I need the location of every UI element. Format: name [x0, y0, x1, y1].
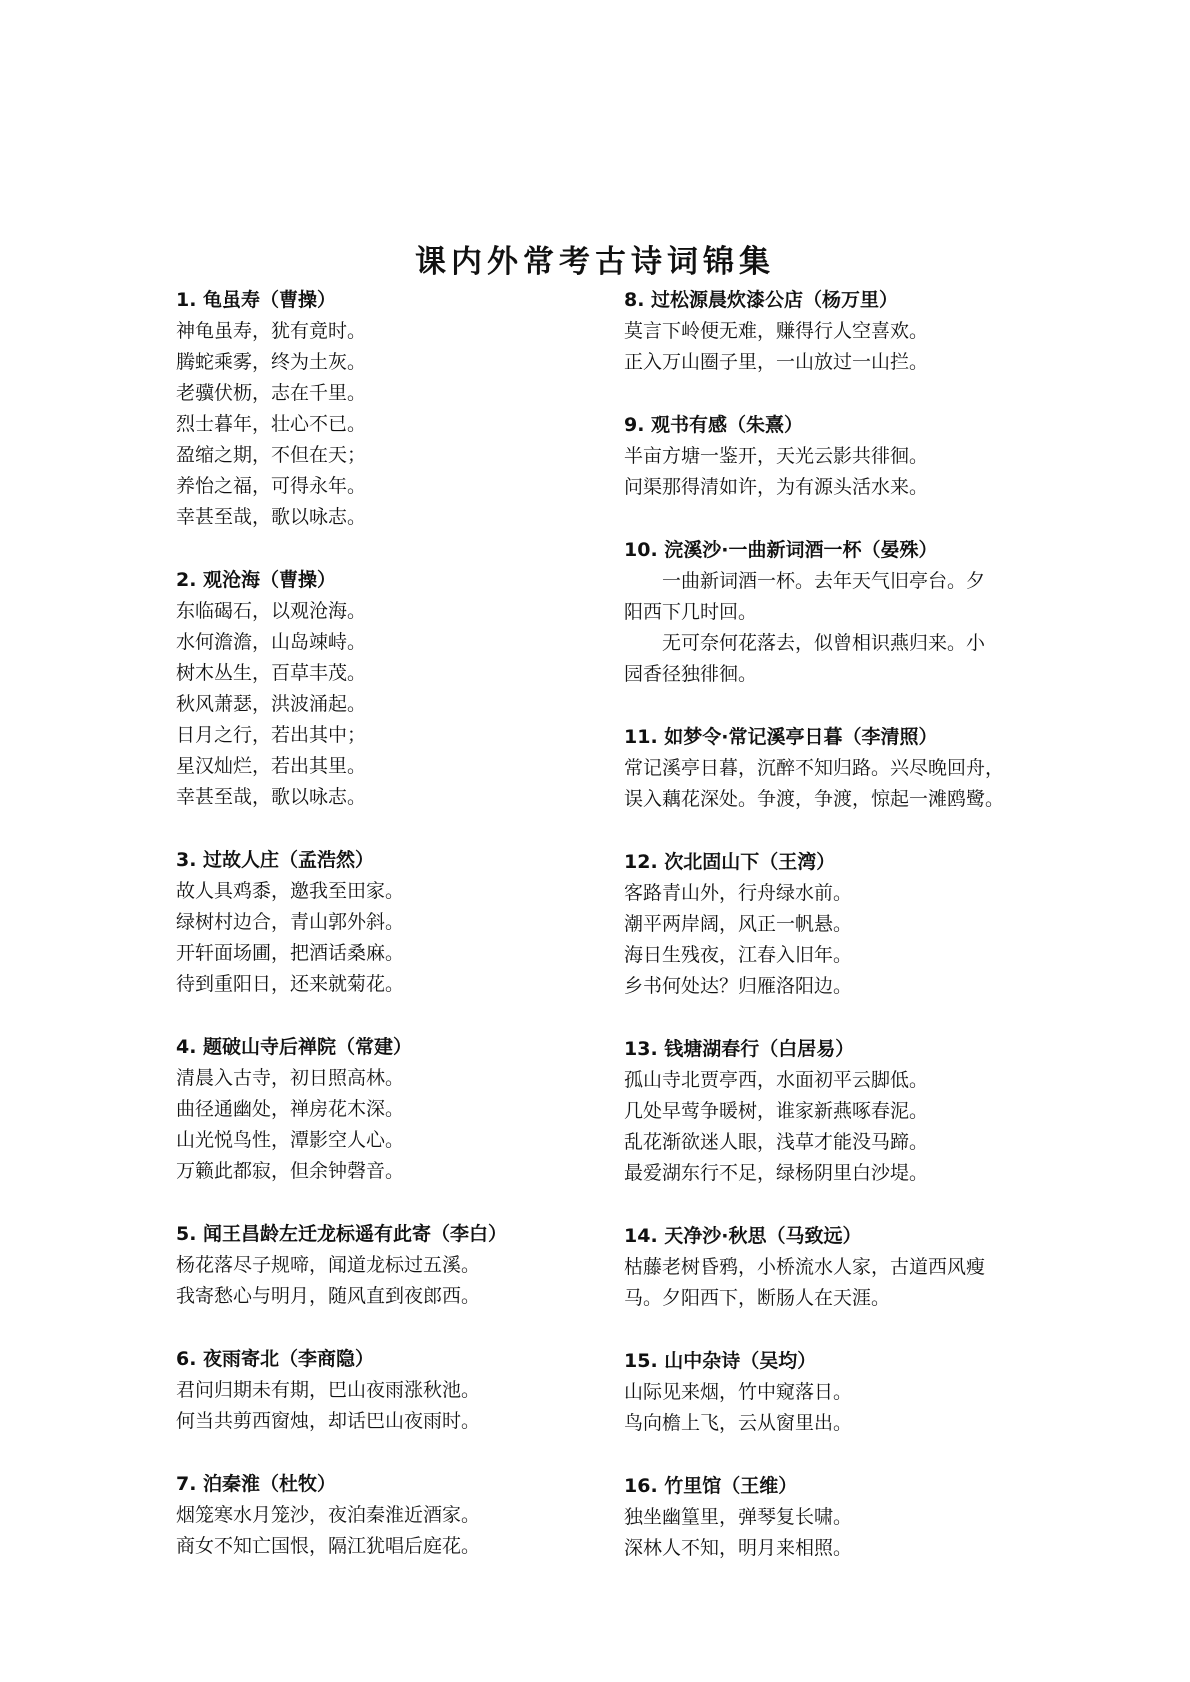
poem-block: [624, 722, 1044, 815]
poem-line: 水何澹澹，山岛竦峙。: [176, 631, 367, 653]
poem-block: [624, 1346, 1044, 1439]
poem-line: 半亩方塘一鉴开，天光云影共徘徊。: [624, 445, 929, 467]
poem-line: 独坐幽篁里，弹琴复长啸。: [624, 1506, 853, 1528]
poem-line: 正入万山圈子里，一山放过一山拦。: [624, 351, 929, 373]
poem-line: 曲径通幽处，禅房花木深。: [176, 1098, 405, 1120]
poem-line: 幸甚至哉，歌以咏志。: [176, 786, 367, 808]
poem-line: 杨花落尽子规啼，闻道龙标过五溪。: [176, 1254, 481, 1276]
poem-line: 潮平两岸阔，风正一帆悬。: [624, 913, 853, 935]
poem-line: 星汉灿烂，若出其里。: [176, 755, 367, 777]
right-column: [624, 285, 1044, 1596]
poem-line: 误入藕花深处。争渡，争渡，惊起一滩鸥鹭。: [624, 788, 1005, 810]
poem-block: [624, 410, 1044, 503]
poem-line: 腾蛇乘雾，终为土灰。: [176, 351, 367, 373]
poem-line: 树木丛生，百草丰茂。: [176, 662, 367, 684]
poem-block: [624, 535, 1044, 690]
poem-line: 秋风萧瑟，洪波涌起。: [176, 693, 367, 715]
poem-line: 万籁此都寂，但余钟磬音。: [176, 1160, 405, 1182]
poem-title: 16. 竹里馆（王维）: [624, 1475, 798, 1497]
poem-line: 海日生残夜，江春入旧年。: [624, 944, 853, 966]
poem-block: [176, 285, 596, 533]
poem-title: 10. 浣溪沙·一曲新词酒一杯（晏殊）: [624, 539, 938, 561]
poem-line: 何当共剪西窗烛，却话巴山夜雨时。: [176, 1410, 481, 1432]
poem-block: [176, 565, 596, 813]
poem-title: 14. 天净沙·秋思（马致远）: [624, 1225, 862, 1247]
poem-line: 幸甚至哉，歌以咏志。: [176, 506, 367, 528]
poem-line: 神龟虽寿，犹有竟时。: [176, 320, 367, 342]
poem-line: 君问归期未有期，巴山夜雨涨秋池。: [176, 1379, 481, 1401]
poem-line: 几处早莺争暖树，谁家新燕啄春泥。: [624, 1100, 929, 1122]
poem-line: 养怡之福，可得永年。: [176, 475, 367, 497]
poem-line: 问渠那得清如许，为有源头活水来。: [624, 476, 929, 498]
poem-line: 我寄愁心与明月，随风直到夜郎西。: [176, 1285, 481, 1307]
poem-line: 无可奈何花落去，似曾相识燕归来。小: [662, 632, 986, 654]
poem-block: [624, 285, 1044, 378]
poem-line: 烈士暮年，壮心不已。: [176, 413, 367, 435]
poem-line: 故人具鸡黍，邀我至田家。: [176, 880, 405, 902]
poem-line: 山际见来烟，竹中窥落日。: [624, 1381, 853, 1403]
poem-title: 6. 夜雨寄北（李商隐）: [176, 1348, 375, 1370]
poem-title: 15. 山中杂诗（吴均）: [624, 1350, 817, 1372]
poem-line: 开轩面场圃，把酒话桑麻。: [176, 942, 405, 964]
left-column: [176, 285, 596, 1594]
poem-title: 11. 如梦令·常记溪亭日暮（李清照）: [624, 726, 938, 748]
poem-title: 1. 龟虽寿（曹操）: [176, 289, 337, 311]
poem-block: [176, 1032, 596, 1187]
poem-line: 孤山寺北贾亭西，水面初平云脚低。: [624, 1069, 929, 1091]
poem-line: 客路青山外，行舟绿水前。: [624, 882, 853, 904]
poem-title: 12. 次北固山下（王湾）: [624, 851, 836, 873]
poem-line: 最爱湖东行不足，绿杨阴里白沙堤。: [624, 1162, 929, 1184]
poem-line: 盈缩之期，不但在天；: [176, 444, 367, 466]
poem-line: 老骥伏枥，志在千里。: [176, 382, 367, 404]
poem-line: 阳西下几时回。: [624, 601, 758, 623]
poem-title: 7. 泊秦淮（杜牧）: [176, 1473, 337, 1495]
poem-title: 13. 钱塘湖春行（白居易）: [624, 1038, 855, 1060]
poem-block: [176, 845, 596, 1000]
poem-line: 乡书何处达？归雁洛阳边。: [624, 975, 853, 997]
page-title: 课内外常考古诗词锦集: [415, 244, 775, 280]
poem-block: [176, 1219, 596, 1312]
poem-line: 乱花渐欲迷人眼，浅草才能没马蹄。: [624, 1131, 929, 1153]
poem-line: 鸟向檐上飞，云从窗里出。: [624, 1412, 853, 1434]
poem-line: 马。夕阳西下，断肠人在天涯。: [624, 1287, 891, 1309]
poem-line: 枯藤老树昏鸦，小桥流水人家，古道西风瘦: [624, 1256, 986, 1278]
poem-line: 烟笼寒水月笼沙，夜泊秦淮近酒家。: [176, 1504, 481, 1526]
poem-title: 3. 过故人庄（孟浩然）: [176, 849, 375, 871]
poem-line: 东临碣石，以观沧海。: [176, 600, 367, 622]
poem-title: 4. 题破山寺后禅院（常建）: [176, 1036, 413, 1058]
poem-title: 5. 闻王昌龄左迁龙标遥有此寄（李白）: [176, 1223, 508, 1245]
poem-block: [624, 847, 1044, 1002]
poem-line: 商女不知亡国恨，隔江犹唱后庭花。: [176, 1535, 481, 1557]
poem-block: [176, 1344, 596, 1437]
poem-line: 待到重阳日，还来就菊花。: [176, 973, 405, 995]
poem-line: 日月之行，若出其中；: [176, 724, 367, 746]
poem-line: 清晨入古寺，初日照高林。: [176, 1067, 405, 1089]
poem-title: 2. 观沧海（曹操）: [176, 569, 337, 591]
poem-title: 9. 观书有感（朱熹）: [624, 414, 804, 436]
poem-line: 深林人不知，明月来相照。: [624, 1537, 853, 1559]
poem-line: 园香径独徘徊。: [624, 663, 758, 685]
poem-line: 莫言下岭便无难，赚得行人空喜欢。: [624, 320, 929, 342]
poem-line: 绿树村边合，青山郭外斜。: [176, 911, 405, 933]
poem-line: 常记溪亭日暮，沉醉不知归路。兴尽晚回舟，: [624, 757, 1005, 779]
poem-title: 8. 过松源晨炊漆公店（杨万里）: [624, 289, 899, 311]
poem-block: [624, 1471, 1044, 1564]
poem-block: [624, 1034, 1044, 1189]
poem-block: [176, 1469, 596, 1562]
poem-block: [624, 1221, 1044, 1314]
poem-line: 一曲新词酒一杯。去年天气旧亭台。夕: [662, 570, 986, 592]
poem-line: 山光悦鸟性，潭影空人心。: [176, 1129, 405, 1151]
